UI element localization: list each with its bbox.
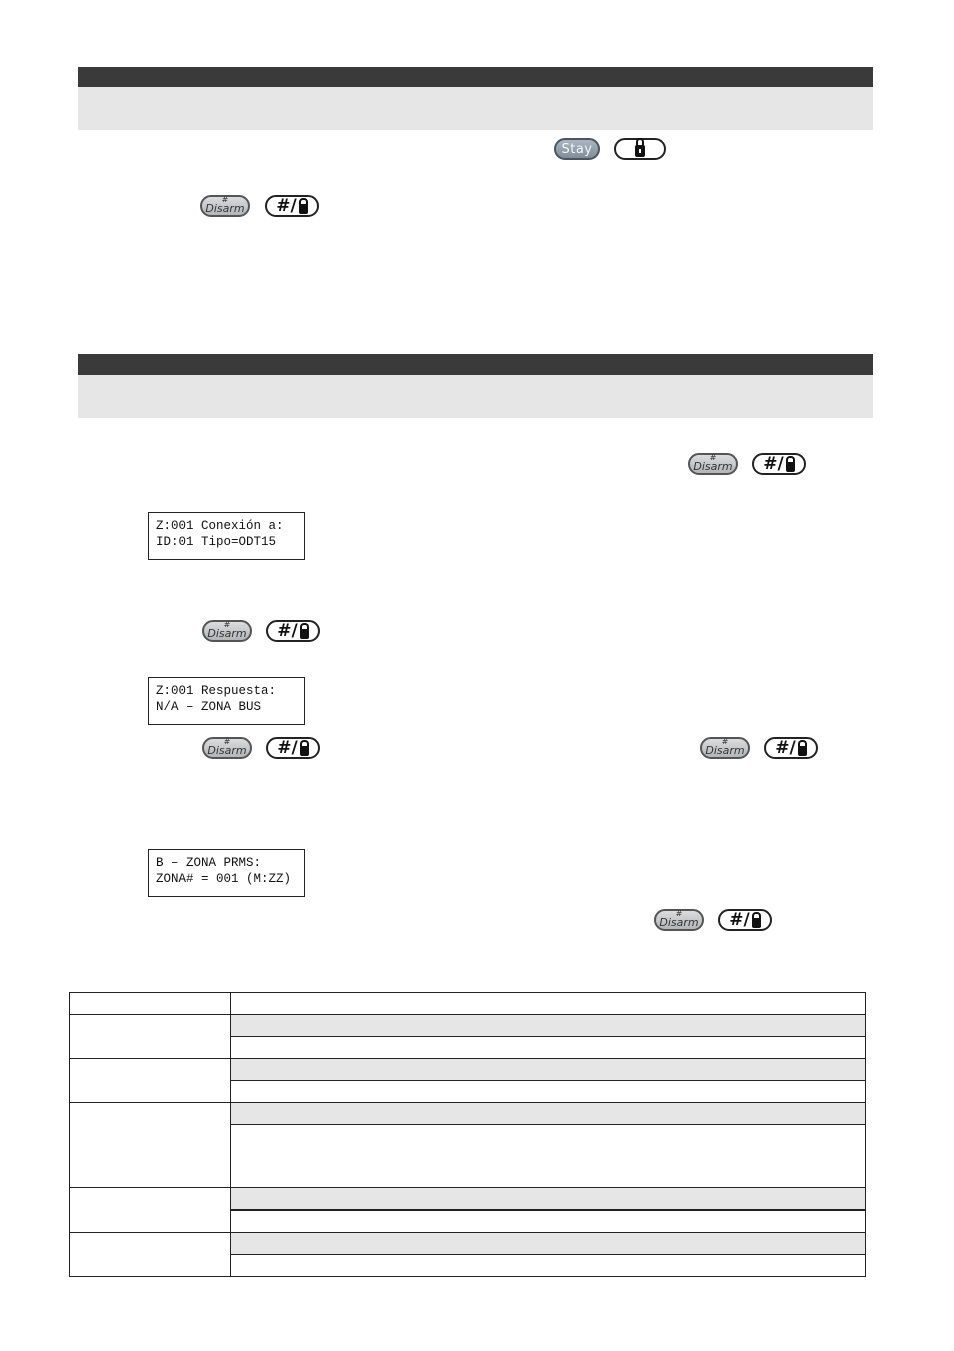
hash-lock-key-icon bbox=[764, 737, 818, 759]
lock-key-icon bbox=[614, 138, 666, 160]
hash-lock-key-icon bbox=[718, 909, 772, 931]
lcd-display-response bbox=[148, 677, 305, 725]
lock-icon bbox=[786, 462, 795, 472]
disarm-key-label: Disarm bbox=[659, 915, 699, 929]
table-row-separator bbox=[69, 1232, 866, 1233]
section-1-header-bar bbox=[78, 67, 873, 87]
lcd-line-2: ID:01 Tipo=ODT15 bbox=[156, 535, 277, 549]
table-subrow-separator bbox=[230, 1254, 866, 1255]
lock-icon bbox=[300, 629, 309, 639]
table-subrow-separator bbox=[230, 1124, 866, 1125]
disarm-key-label: Disarm bbox=[207, 743, 247, 757]
disarm-key-icon bbox=[202, 620, 252, 642]
hash-key-label: #/ bbox=[775, 738, 796, 758]
table-row-separator bbox=[69, 1058, 866, 1059]
table-row-shaded bbox=[231, 1103, 865, 1124]
hash-key-label: #/ bbox=[277, 621, 298, 641]
lock-icon bbox=[300, 746, 309, 756]
hash-lock-key-icon bbox=[266, 620, 320, 642]
disarm-hash-mark: # bbox=[675, 908, 683, 918]
lcd-line-1: B – ZONA PRMS: bbox=[156, 856, 262, 870]
stay-key-icon bbox=[554, 138, 600, 160]
disarm-hash-mark: # bbox=[221, 194, 229, 204]
hash-lock-key-icon bbox=[265, 195, 319, 217]
lock-icon bbox=[635, 145, 645, 157]
table-border-right bbox=[865, 992, 866, 1277]
stay-key-label: Stay bbox=[561, 141, 593, 157]
table-row-separator bbox=[69, 1014, 866, 1015]
table-row-shaded bbox=[231, 1015, 865, 1036]
lock-icon bbox=[299, 204, 308, 214]
disarm-key-icon bbox=[200, 195, 250, 217]
disarm-key-label: Disarm bbox=[207, 626, 247, 640]
table-row-shaded bbox=[231, 1233, 865, 1254]
table-border-left bbox=[69, 992, 70, 1277]
lcd-line-1: Z:001 Respuesta: bbox=[156, 684, 277, 698]
section-1-title-band bbox=[78, 87, 873, 130]
table-row-shaded bbox=[231, 1188, 865, 1209]
disarm-key-label: Disarm bbox=[693, 459, 733, 473]
table-row-shaded bbox=[231, 1059, 865, 1080]
table-subrow-separator bbox=[230, 1209, 866, 1211]
hash-key-label: #/ bbox=[277, 738, 298, 758]
hash-key-label: #/ bbox=[276, 196, 297, 216]
table-subrow-separator bbox=[230, 1080, 866, 1081]
disarm-hash-mark: # bbox=[721, 736, 729, 746]
lcd-display-zone-params bbox=[148, 849, 305, 897]
disarm-key-icon bbox=[700, 737, 750, 759]
disarm-key-icon bbox=[654, 909, 704, 931]
section-2-header-bar bbox=[78, 354, 873, 375]
table-subrow-separator bbox=[230, 1036, 866, 1037]
hash-key-label: #/ bbox=[729, 910, 750, 930]
lcd-line-2: N/A – ZONA BUS bbox=[156, 700, 262, 714]
table-border-bottom bbox=[69, 1276, 866, 1277]
table-row-separator bbox=[69, 1102, 866, 1103]
lcd-line-1: Z:001 Conexión a: bbox=[156, 519, 284, 533]
lcd-display-connection bbox=[148, 512, 305, 560]
disarm-key-label: Disarm bbox=[205, 201, 245, 215]
lock-icon bbox=[798, 746, 807, 756]
hash-key-label: #/ bbox=[763, 454, 784, 474]
hash-lock-key-icon bbox=[752, 453, 806, 475]
disarm-hash-mark: # bbox=[223, 619, 231, 629]
disarm-hash-mark: # bbox=[223, 736, 231, 746]
table-column-divider bbox=[230, 992, 231, 1277]
lcd-line-2: ZONA# = 001 (M:ZZ) bbox=[156, 872, 292, 886]
table-border-top bbox=[69, 992, 866, 993]
disarm-hash-mark: # bbox=[709, 452, 717, 462]
section-2-title-band bbox=[78, 375, 873, 418]
table-row-separator bbox=[69, 1187, 866, 1188]
disarm-key-icon bbox=[202, 737, 252, 759]
lock-icon bbox=[752, 918, 761, 928]
disarm-key-label: Disarm bbox=[705, 743, 745, 757]
hash-lock-key-icon bbox=[266, 737, 320, 759]
disarm-key-icon bbox=[688, 453, 738, 475]
